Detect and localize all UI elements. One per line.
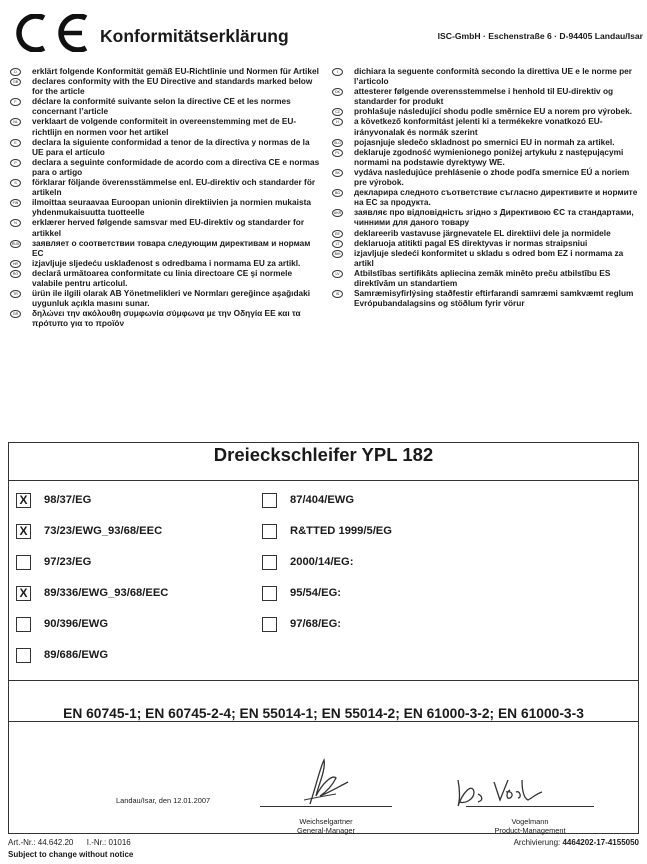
- language-code-badge: F: [10, 98, 21, 106]
- declaration-text: declara a seguinte conformidade de acordo com a directiva CE e normas para o artigo: [32, 156, 320, 177]
- declaration-text: erklærer herved følgende samsvar med EU-direktiv og standarder for artikkel: [32, 217, 305, 238]
- language-code-badge: E: [10, 139, 21, 147]
- directive-item: [262, 586, 502, 604]
- declaration-text: заявляет о соответствии товара следующим директивам и нормам ЕС: [32, 237, 311, 258]
- directive-checkbox[interactable]: [262, 524, 277, 539]
- declaration-text: δηλώνει την ακόλουθη συμφωνία σύμφωνα με την Οδηγία ΕΕ και τα πρότυπο για το προϊόν: [32, 308, 301, 329]
- signer1-name: Weichselgartner: [299, 817, 353, 826]
- declaration-row: [10, 96, 320, 116]
- directive-checkbox[interactable]: X: [16, 586, 31, 601]
- declaration-text: заявляє про відповідність згідно з Директивою ЄС та стандартами, чинними для даного товару: [354, 207, 634, 228]
- document-title: Konformitätserklärung: [100, 26, 289, 46]
- declaration-row: [10, 157, 320, 177]
- directive-label: 73/23/EWG_93/68/EEC: [44, 525, 163, 537]
- directive-checkbox[interactable]: [262, 555, 277, 570]
- ce-mark-logo: [8, 14, 92, 52]
- archive-number: 4464202-17-4155050: [562, 838, 639, 847]
- declaration-row: [10, 238, 320, 258]
- declaration-text: déclare la conformité suivante selon la directive CE et les normes concernant l’article: [32, 96, 291, 117]
- declaration-row: [10, 268, 320, 288]
- directive-item: [16, 648, 256, 666]
- language-code-badge: IS: [332, 290, 343, 298]
- declaration-text: Samræmisyfirlýsing staðfestir eftirfarandi samræmi samkvæmt reglum Evrópubandalagsins og stöðlum fyrir vörur: [354, 288, 634, 309]
- declaration-text: declara la siguiente conformidad a tenor de la directiva y normas de la UE para el artículo: [32, 136, 310, 157]
- language-code-badge: UKR: [333, 211, 342, 216]
- directive-label: 97/68/EG:: [290, 618, 341, 630]
- declaration-text: attesterer følgende overensstemmelse i henhold til EU-direktiv og standarder for produkt: [354, 86, 614, 107]
- declaration-text: dichiara la seguente conformità secondo la direttiva UE e le norme per l’articolo: [354, 66, 633, 87]
- declaration-row: [332, 66, 642, 86]
- directive-label: 89/336/EWG_93/68/EEC: [44, 587, 169, 599]
- directive-item: [16, 586, 256, 604]
- declaration-text: izjavljuje sledeći konformitet u skladu s odred bom EZ i normama za artikl: [354, 247, 624, 268]
- archive-line: [514, 838, 639, 847]
- directive-label: 2000/14/EG:: [290, 556, 354, 568]
- declaration-text: vydáva nasledujúce prehlásenie o zhode podľa smernice EÚ a noriem pre výrobok.: [354, 166, 630, 188]
- declaration-row: [10, 137, 320, 157]
- directive-item: [262, 493, 502, 511]
- declaration-row: [332, 268, 642, 288]
- language-code-badge: EE: [332, 230, 343, 238]
- directive-item: [16, 493, 256, 511]
- language-code-badge: I: [332, 68, 343, 76]
- declaration-text: declares conformity with the EU Directive and standards marked below for the article: [32, 76, 313, 97]
- article-number-line: [8, 838, 131, 847]
- signature-line: [466, 806, 594, 807]
- declaration-text: deklareerib vastavuse järgnevatele EL direktiivi dele ja normidele: [354, 227, 611, 238]
- declaration-text: декларира следното съответствие съгласно директивите и нормите на ЕС за продукта.: [354, 187, 638, 208]
- declaration-row: [332, 187, 642, 207]
- language-code-badge: S: [10, 179, 21, 187]
- language-code-badge: LV: [332, 270, 343, 278]
- signer1: [260, 817, 392, 835]
- language-code-badge: CZ: [332, 108, 343, 116]
- declaration-text: ürün ile ilgili olarak AB Yönetmelikleri ve Normları gereğince aşağıdaki uygunluk açıkla masını sunar.: [32, 288, 311, 309]
- declaration-row: [332, 106, 642, 116]
- declaration-row: [10, 197, 320, 217]
- language-code-badge: GR: [10, 310, 21, 318]
- language-code-badge: FIN: [10, 199, 21, 207]
- declaration-text: izjavljuje sljedeću usklađenost s odredbama i normama EU za artikl.: [32, 257, 301, 268]
- declaration-row: [10, 116, 320, 136]
- directive-label: 87/404/EWG: [290, 494, 355, 506]
- language-code-badge: DK: [332, 88, 343, 96]
- directive-checkbox[interactable]: [262, 617, 277, 632]
- product-title: Dreieckschleifer YPL 182: [213, 444, 434, 465]
- directive-item: [16, 617, 256, 635]
- declaration-row: [10, 66, 320, 76]
- company-address: ISC-GmbH · Eschenstraße 6 · D-94405 Landau/Isar: [437, 31, 643, 41]
- directive-checkbox[interactable]: X: [16, 493, 31, 508]
- language-code-badge: P: [10, 159, 21, 167]
- language-code-badge: TR: [10, 290, 21, 298]
- language-code-badge: SLO: [333, 140, 341, 145]
- directive-checkbox[interactable]: [16, 648, 31, 663]
- language-code-badge: D: [10, 68, 21, 76]
- declaration-row: [332, 116, 642, 136]
- declaration-text: verklaart de volgende conformiteit in overeenstemming met de EU-richtlijn en normen voor het artikel: [32, 116, 297, 137]
- directive-label: R&TTED 1999/5/EG: [290, 525, 392, 537]
- declaration-text: a következő konformitást jelenti ki a termékekre vonatkozó EU-irányvonalak és normák szerint: [354, 116, 603, 137]
- identification-number: I.-Nr.: 01016: [86, 838, 131, 847]
- language-code-badge: H: [332, 118, 343, 126]
- declaration-row: [10, 177, 320, 197]
- language-code-badge: RO: [10, 270, 21, 278]
- declaration-text: Atbilstības sertifikāts apliecina zemāk minēto preču atbilstību ES direktīvām un standartiem: [354, 267, 611, 288]
- declaration-text: ilmoittaa seuraavaa Euroopan unionin direktiivien ja normien mukaista yhdenmukaisuutta tuotteelle: [32, 197, 311, 218]
- signer2-role: Product-Management: [494, 826, 566, 835]
- declaration-row: [10, 76, 320, 96]
- directive-item: [262, 555, 502, 573]
- standards-list: EN 60745-1; EN 60745-2-4; EN 55014-1; EN 55014-2; EN 61000-3-2; EN 61000-3-3: [63, 706, 584, 721]
- declaration-text: prohlašuje následující shodu podle směrnice EU a norem pro výrobek.: [354, 106, 633, 117]
- declaration-row: [332, 228, 642, 238]
- declaration-row: [332, 86, 642, 106]
- directive-label: 97/23/EG: [44, 556, 92, 568]
- directive-checkbox[interactable]: [16, 555, 31, 570]
- signer2: [466, 817, 594, 835]
- archive-label: Archivierung:: [513, 838, 561, 847]
- directive-checkbox[interactable]: X: [16, 524, 31, 539]
- declaration-text: förklarar följande överensstämmelse enl. EU-direktiv och standarder för artikeln: [32, 177, 316, 198]
- directive-checkbox[interactable]: [262, 493, 277, 508]
- language-code-badge: HR: [10, 260, 21, 268]
- subject-to-change-note: Subject to change without notice: [8, 850, 134, 859]
- declaration-row: [10, 258, 320, 268]
- divider: [8, 480, 639, 481]
- directive-label: 90/396/EWG: [44, 618, 109, 630]
- directive-label: 89/686/EWG: [44, 649, 109, 661]
- language-code-badge: GB: [10, 78, 21, 86]
- place-date: Landau/Isar, den 12.01.2007: [116, 796, 211, 805]
- signer2-name: Vogelmann: [511, 817, 549, 826]
- declaration-row: [332, 238, 642, 248]
- directive-checkbox[interactable]: [16, 617, 31, 632]
- declaration-row: [332, 167, 642, 187]
- signer1-role: General-Manager: [297, 826, 355, 835]
- signature-line: [260, 806, 392, 807]
- directive-checkbox[interactable]: [262, 586, 277, 601]
- declarations-left-column: [10, 66, 320, 328]
- document-header: [8, 14, 643, 56]
- declaration-row: [10, 308, 320, 328]
- language-code-badge: PL: [332, 149, 343, 157]
- directive-item: [16, 524, 256, 542]
- declaration-text: erklärt folgende Konformität gemäß EU-Richtlinie und Normen für Artikel: [32, 66, 319, 76]
- language-code-badge: NL: [10, 118, 21, 126]
- language-code-badge: LT: [332, 240, 343, 248]
- declaration-row: [332, 147, 642, 167]
- declaration-row: [10, 288, 320, 308]
- directive-item: [262, 617, 502, 635]
- signature-weichselgartner: [296, 756, 356, 810]
- declaration-row: [332, 207, 642, 227]
- directive-item: [262, 524, 502, 542]
- language-code-badge: BG: [332, 189, 343, 197]
- declaration-row: [332, 288, 642, 308]
- declaration-row: [332, 137, 642, 147]
- language-code-badge: RUS: [11, 241, 20, 246]
- declaration-text: declară următoarea conformitate cu linia directoare CE şi normele valabile pentru articolul.: [32, 267, 293, 288]
- language-code-badge: BIH: [332, 250, 343, 258]
- divider: [8, 680, 639, 681]
- declaration-text: deklaruoja atitikti pagal ES direktyvas ir normas straipsniui: [354, 237, 588, 248]
- language-code-badge: N: [10, 219, 21, 227]
- declarations-right-column: [332, 66, 642, 308]
- declaration-text: deklaruje zgodność wymienionego poniżej artykułu z następującymi normami na podstawie dyrektywy WE.: [354, 146, 624, 167]
- directive-label: 95/54/EG:: [290, 587, 341, 599]
- directive-item: [16, 555, 256, 573]
- declaration-text: pojasnjuje sledečo skladnost po smernici EU in normah za artikel.: [354, 136, 615, 147]
- declaration-row: [10, 217, 320, 237]
- language-code-badge: SK: [332, 169, 343, 177]
- article-number: Art.-Nr.: 44.642.20: [8, 838, 74, 847]
- declaration-row: [332, 248, 642, 268]
- directive-label: 98/37/EG: [44, 494, 92, 506]
